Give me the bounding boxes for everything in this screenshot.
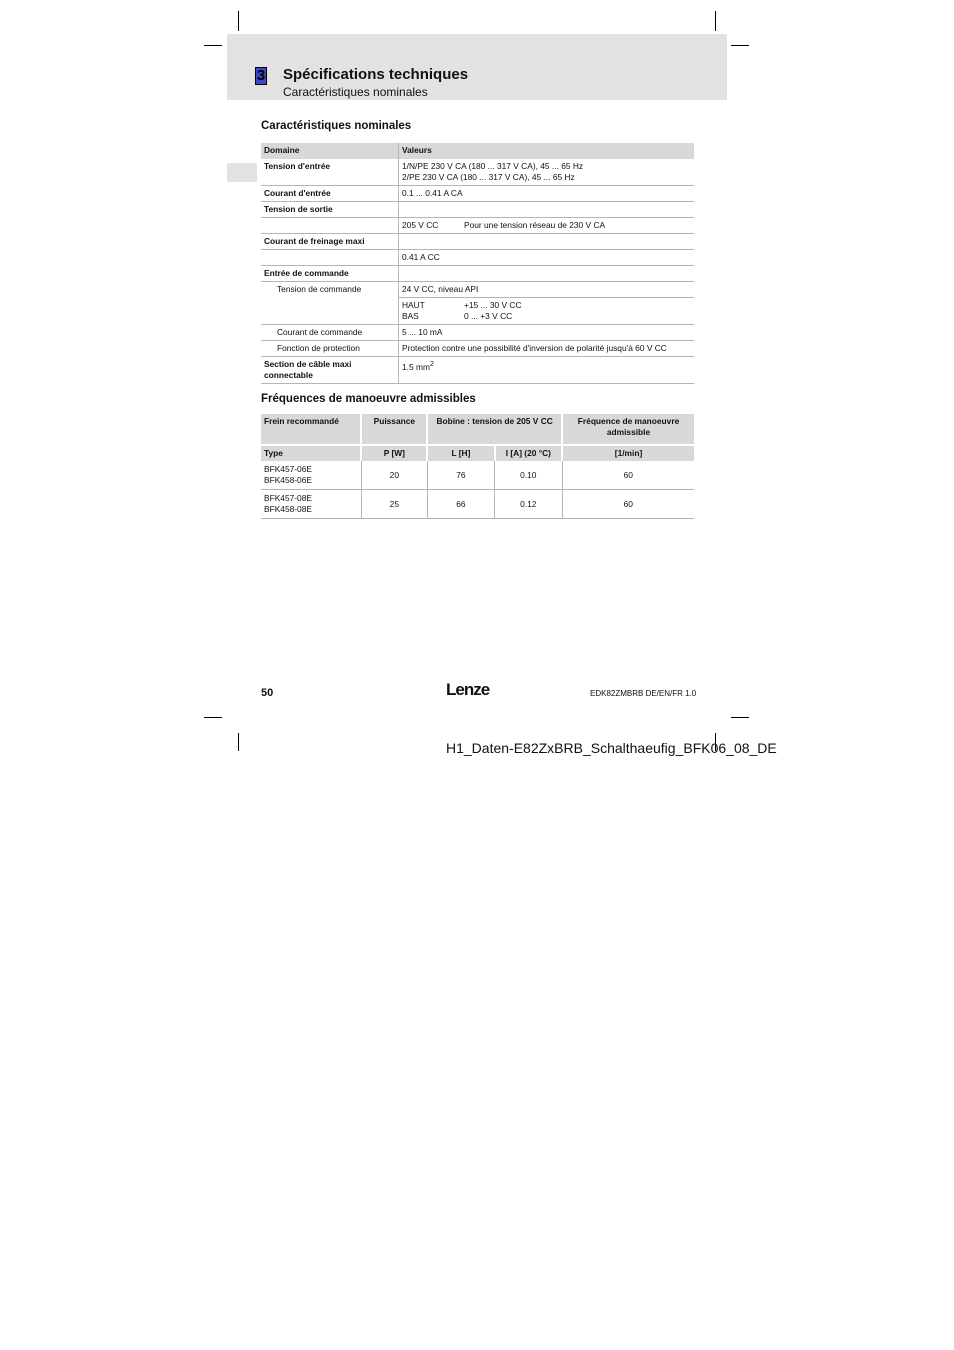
table-row <box>261 159 694 186</box>
row-label: Fonction de protection <box>261 341 399 357</box>
page-subtitle: Caractéristiques nominales <box>283 85 428 99</box>
inductance-cell: 76 <box>427 461 494 490</box>
type-cell <box>261 461 361 490</box>
value-text: 1.5 mm <box>402 361 430 372</box>
table-row <box>261 325 694 341</box>
table-row <box>261 298 694 325</box>
type-line: BFK457-08E <box>264 493 312 503</box>
row-label: Tension d'entrée <box>261 159 399 186</box>
value-line <box>402 300 691 311</box>
table-header-row <box>261 414 694 445</box>
header-cell: Type <box>261 445 361 461</box>
type-line: BFK458-06E <box>264 475 312 485</box>
level-value: 0 ... +3 V CC <box>464 311 513 321</box>
row-label: Tension de sortie <box>261 202 399 218</box>
value-text: 205 V CC <box>402 220 439 230</box>
level-label: BAS <box>402 311 419 321</box>
row-label <box>261 218 399 234</box>
row-value: 0.1 ... 0.41 A CA <box>399 186 695 202</box>
table-row <box>261 250 694 266</box>
row-value <box>399 218 695 234</box>
file-name: H1_Daten-E82ZxBRB_Schalthaeufig_BFK06_08_DE <box>446 740 777 756</box>
header-cell: L [H] <box>427 445 494 461</box>
label-line: connectable <box>264 370 313 380</box>
row-value: 0.41 A CC <box>399 250 695 266</box>
value-line: 1/N/PE 230 V CA (180 ... 317 V CA), 45 ... 65 Hz <box>402 161 584 171</box>
page-number: 50 <box>261 687 274 699</box>
label-line: Section de câble maxi <box>264 359 352 369</box>
crop-mark <box>731 717 749 718</box>
crop-mark <box>238 733 239 751</box>
lenze-logo: Lenze <box>446 680 490 699</box>
page-title: Spécifications techniques <box>283 66 469 83</box>
row-value <box>399 234 695 250</box>
header-cell: Puissance <box>361 414 427 445</box>
chapter-number: 3 <box>256 67 266 84</box>
value-line <box>402 311 691 322</box>
header-cell: Fréquence de manoeuvre admissible <box>562 414 694 445</box>
header-cell: Frein recommandé <box>261 414 361 445</box>
value-line: 2/PE 230 V CA (180 ... 317 V CA), 45 ... 65 Hz <box>402 172 575 182</box>
row-label: Tension de commande <box>261 282 399 298</box>
section-title-frequencies: Fréquences de manoeuvre admissibles <box>261 393 476 405</box>
header-cell: Valeurs <box>399 143 695 159</box>
row-label: Courant d'entrée <box>261 186 399 202</box>
row-label <box>261 298 399 325</box>
table-row <box>261 234 694 250</box>
row-value <box>399 159 695 186</box>
header-cell: Bobine : tension de 205 V CC <box>427 414 562 445</box>
table-row <box>261 266 694 282</box>
crop-mark <box>204 45 222 46</box>
current-cell: 0.12 <box>495 490 562 519</box>
frequency-table <box>261 414 694 519</box>
table-header-row <box>261 143 694 159</box>
ratings-table <box>261 143 694 384</box>
table-row <box>261 186 694 202</box>
type-line: BFK458-08E <box>264 504 312 514</box>
row-label: Entrée de commande <box>261 266 399 282</box>
row-value <box>399 266 695 282</box>
row-label <box>261 357 399 384</box>
table-row <box>261 341 694 357</box>
crop-mark <box>204 717 222 718</box>
power-cell: 20 <box>361 461 427 490</box>
row-label: Courant de freinage maxi <box>261 234 399 250</box>
crop-mark <box>715 11 716 31</box>
header-cell: Domaine <box>261 143 399 159</box>
row-value: 24 V CC, niveau API <box>399 282 695 298</box>
table-row <box>261 282 694 298</box>
row-value: Protection contre une possibilité d'inversion de polarité jusqu'à 60 V CC <box>399 341 695 357</box>
row-value: 5 ... 10 mA <box>399 325 695 341</box>
table-row <box>261 461 694 490</box>
frequency-cell: 60 <box>562 490 694 519</box>
inductance-cell: 66 <box>427 490 494 519</box>
value-superscript: 2 <box>429 361 434 368</box>
row-value <box>399 357 695 384</box>
row-label: Courant de commande <box>261 325 399 341</box>
crop-mark <box>238 11 239 31</box>
row-value <box>399 202 695 218</box>
crop-mark <box>731 45 749 46</box>
type-cell <box>261 490 361 519</box>
header-cell: P [W] <box>361 445 427 461</box>
header-cell: [1/min] <box>562 445 694 461</box>
row-label <box>261 250 399 266</box>
side-tab-marker <box>227 163 257 182</box>
level-label: HAUT <box>402 300 425 310</box>
table-row <box>261 357 694 384</box>
type-line: BFK457-06E <box>264 464 312 474</box>
table-row <box>261 218 694 234</box>
frequency-cell: 60 <box>562 461 694 490</box>
row-value <box>399 298 695 325</box>
table-row <box>261 202 694 218</box>
table-row <box>261 490 694 519</box>
level-value: +15 ... 30 V CC <box>464 300 522 310</box>
section-title-ratings: Caractéristiques nominales <box>261 120 412 132</box>
power-cell: 25 <box>361 490 427 519</box>
header-cell: I [A] (20 °C) <box>495 445 562 461</box>
table-header-row <box>261 445 694 461</box>
value-note: Pour une tension réseau de 230 V CA <box>464 220 606 230</box>
document-id: EDK82ZMBRB DE/EN/FR 1.0 <box>590 689 697 698</box>
current-cell: 0.10 <box>495 461 562 490</box>
